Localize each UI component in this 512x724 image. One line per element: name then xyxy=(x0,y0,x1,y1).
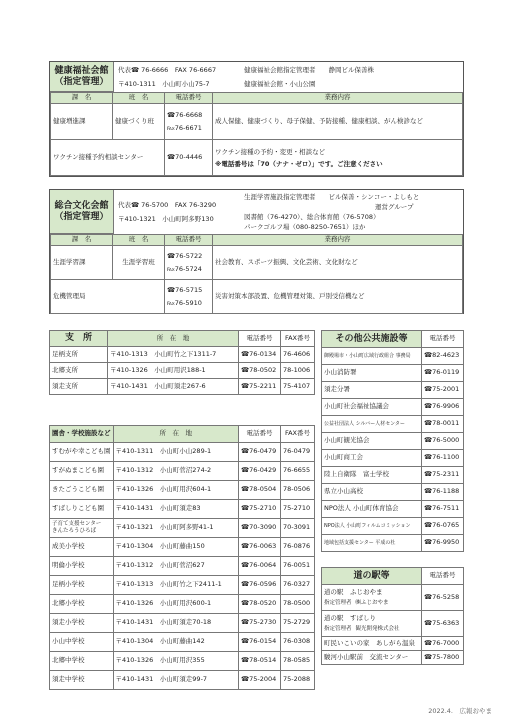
table-row: すばしりこども園 〒410-1431 小山町須走83 ☎75-2710 75-2710 xyxy=(50,500,315,519)
shisho-table: 支 所 所 在 地 電話番号 FAX番号 足柄支所 〒410-1313 小山町竹之下1311-7 ☎76-0134 76-4606 北郷支所 〒410-1326 小山町用沢188-1 ☎78-0502 78-1006 須走支所 〒410-1431 小山町須走267-6 ☎75-2211 75-4107 xyxy=(49,330,315,395)
list-item: 駿河小山駅前 交流センター ☎75-7800 xyxy=(322,651,464,665)
table-row: 足柄支所 〒410-1313 小山町竹之下1311-7 ☎76-0134 76-4606 xyxy=(50,347,315,363)
table-row: 危機管理局 ☎76-5715 ℻76-5910 災害対策本部設置、危機管理対策、戸別受信機など xyxy=(51,280,463,314)
sogo-block xyxy=(49,189,464,314)
table-row: 健康増進課 健康づくり班 ☎76-6668 ℻76-6671 成人保健、健康づくり、母子保健、予防接種、健康相談、がん検診など xyxy=(51,104,463,140)
table-row: 須走中学校 〒410-1431 小山町須走99-7 ☎75-2004 75-2088 xyxy=(50,671,315,690)
list-item: 陸上自衛隊 富士学校 ☎75-2311 xyxy=(322,467,464,484)
list-item: 道の駅 すばしり 指定管理者 観光開発株式会社 ☎75-6363 xyxy=(322,611,464,637)
kenko-table: 課 名 班 名 電話番号 業務内容 健康増進課 健康づくり班 ☎76-6668 ℻76-6671 成人保健、健康づくり、母子保健、予防接種、健康相談、がん検診など ワクチン接種予約相談センター ☎70-4446 ワクチン接種の予約・変更・相談など ※電話番号は「70（ナナ・ゼロ）」です。ご注意ください xyxy=(50,92,463,176)
table-row: 小山中学校 〒410-1304 小山町藤曲142 ☎76-0154 76-0308 xyxy=(50,633,315,652)
table-row: すがぬまこども園 〒410-1312 小山町菅沼274-2 ☎76-0429 76-6655 xyxy=(50,462,315,481)
kenko-title: 健康福祉会館 （指定管理） xyxy=(50,62,114,92)
schools-table: 園舎・学校施設など 所 在 地 電話番号 FAX番号 すむがや幸こども園 〒410-1311 小山町小山289-1 ☎76-0479 76-0479 すがぬまこども園 〒410-1312 小山町菅沼274-2 ☎76-0429 76-6655 きたごうこども園 〒410-1326 小山町用沢604-1 ☎78-0504 78-0506 すばしりこども園 〒410-1431 小山町須走83 ☎75-2710 75-2710 子育て支援センター きんたろうひろば 〒410-1321 小山町阿多野41-1 ☎70-3090 70-3091 成美小学校 〒410-1304 小山町藤曲150 ☎76-0063 76-0876 明倫小学校 〒410-1312 小山町菅沼627 ☎76-0064 76-0051 足柄小学校 〒410-1313 小山町竹之下2411-1 ☎76-0596 76-0327 北郷小学校 〒410-1326 小山町用沢600-1 ☎78-0520 78-0500 須走小学校 〒410-1431 小山町須走70-18 ☎75-2730 75-2729 小山中学校 〒410-1304 小山町藤曲142 ☎76-0154 76-0308 北郷中学校 〒410-1326 小山町用沢355 ☎78-0514 78-0585 須走中学校 〒410-1431 小山町須走99-7 ☎75-2004 75-2088 xyxy=(49,425,315,690)
list-item: 小山町商工会 ☎76-1100 xyxy=(322,450,464,467)
list-item: NPO法人 小山町体育協会 ☎76-7511 xyxy=(322,501,464,518)
sogo-address: 〒410-1321 小山町阿多野130 xyxy=(118,214,214,223)
table-row: きたごうこども園 〒410-1326 小山町用沢604-1 ☎78-0504 78-0506 xyxy=(50,481,315,500)
list-item: NPO法人 小山町フィルムコミッション ☎76-0765 xyxy=(322,518,464,535)
kenko-address: 〒410-1311 小山町小山75-7 xyxy=(118,79,210,88)
others-table: その他公共施設等 電話番号 御殿場市・小山町広域行政組合 事務局 ☎82-4623 小山消防署 ☎76-0119 須走分署 ☎75-2001 小山町社会福祉協議会 ☎76-9906 公益社団法人 シルバー人材センター ☎78-0011 小山町観光協会 ☎76-5000 小山町商工会 ☎76-1100 陸上自衛隊 富士学校 ☎75-2311 県立小山高校 ☎76-1188 NPO法人 小山町体育協会 ☎76-7511 NPO法人 小山町フィルムコミッション ☎76-0765 地域包括支援センター 平成の杜 ☎76-9950 xyxy=(321,330,464,552)
table-row: 足柄小学校 〒410-1313 小山町竹之下2411-1 ☎76-0596 76-0327 xyxy=(50,576,315,595)
list-item: 御殿場市・小山町広域行政組合 事務局 ☎82-4623 xyxy=(322,348,464,365)
table-row: 須走支所 〒410-1431 小山町須走267-6 ☎75-2211 75-4107 xyxy=(50,379,315,395)
sogo-title: 総合文化会館 （指定管理） xyxy=(50,190,114,234)
list-item: 公益社団法人 シルバー人材センター ☎78-0011 xyxy=(322,416,464,433)
footer-issue: 2022.4. 広報おやま xyxy=(428,707,492,716)
list-item: 県立小山高校 ☎76-1188 xyxy=(322,484,464,501)
list-item: 須走分署 ☎75-2001 xyxy=(322,382,464,399)
table-row: 北郷中学校 〒410-1326 小山町用沢355 ☎78-0514 78-0585 xyxy=(50,652,315,671)
list-item: 小山町社会福祉協議会 ☎76-9906 xyxy=(322,399,464,416)
kenko-block xyxy=(49,61,464,177)
list-item: 小山町観光協会 ☎76-5000 xyxy=(322,433,464,450)
table-row: 子育て支援センター きんたろうひろば 〒410-1321 小山町阿多野41-1 ☎70-3090 70-3091 xyxy=(50,519,315,538)
sogo-tel-fax: 代表☎ 76-5700 FAX 76-3290 xyxy=(118,201,217,209)
kenko-manager: 健康福祉会館指定管理者 静岡ビル保善株 健康福祉会館・小山公園 xyxy=(244,66,374,88)
table-row: 生涯学習課 生涯学習班 ☎76-5722 ℻76-5724 社会教育、スポーツ振興、文化芸術、文化財など xyxy=(51,246,463,280)
sogo-table: 課 名 班 名 電話番号 業務内容 生涯学習課 生涯学習班 ☎76-5722 ℻76-5724 社会教育、スポーツ振興、文化芸術、文化財など 危機管理局 ☎76-5715 ℻76-5910 災害対策本部設置、危機管理対策、戸別受信機など xyxy=(50,234,463,314)
list-item: 小山消防署 ☎76-0119 xyxy=(322,365,464,382)
list-item: 道の駅 ふじおやま 指定管理者 ㈱ふじおやま ☎76-5258 xyxy=(322,585,464,611)
kenko-tel-fax: 代表☎ 76-6666 FAX 76-6667 xyxy=(118,66,217,74)
table-row: ワクチン接種予約相談センター ☎70-4446 ワクチン接種の予約・変更・相談など ※電話番号は「70（ナナ・ゼロ）」です。ご注意ください xyxy=(51,140,463,176)
list-item: 町民いこいの家 あしがら温泉 ☎76-7000 xyxy=(322,637,464,651)
sogo-manager: 生涯学習施設指定管理者 ビル保善・シンコー・よしもと 運営グループ 図書館（76-4270）、総合体育館（76-5708） パークゴルフ場（080-8250-7651）ほか xyxy=(244,193,420,231)
table-row: すむがや幸こども園 〒410-1311 小山町小山289-1 ☎76-0479 76-0479 xyxy=(50,443,315,462)
table-row: 成美小学校 〒410-1304 小山町藤曲150 ☎76-0063 76-0876 xyxy=(50,538,315,557)
table-row: 北郷小学校 〒410-1326 小山町用沢600-1 ☎78-0520 78-0500 xyxy=(50,595,315,614)
kenko-contact xyxy=(118,67,216,89)
michi-table: 道の駅等 電話番号 道の駅 ふじおやま 指定管理者 ㈱ふじおやま ☎76-5258 道の駅 すばしり 指定管理者 観光開発株式会社 ☎75-6363 町民いこいの家 あしがら温泉 ☎76-7000 駿河小山駅前 交流センター ☎75-7800 xyxy=(321,567,464,665)
list-item: 地域包括支援センター 平成の杜 ☎76-9950 xyxy=(322,535,464,552)
table-row: 北郷支所 〒410-1326 小山町用沢188-1 ☎78-0502 78-1006 xyxy=(50,363,315,379)
sogo-contact xyxy=(118,202,216,224)
table-row: 須走小学校 〒410-1431 小山町須走70-18 ☎75-2730 75-2729 xyxy=(50,614,315,633)
table-row: 明倫小学校 〒410-1312 小山町菅沼627 ☎76-0064 76-0051 xyxy=(50,557,315,576)
